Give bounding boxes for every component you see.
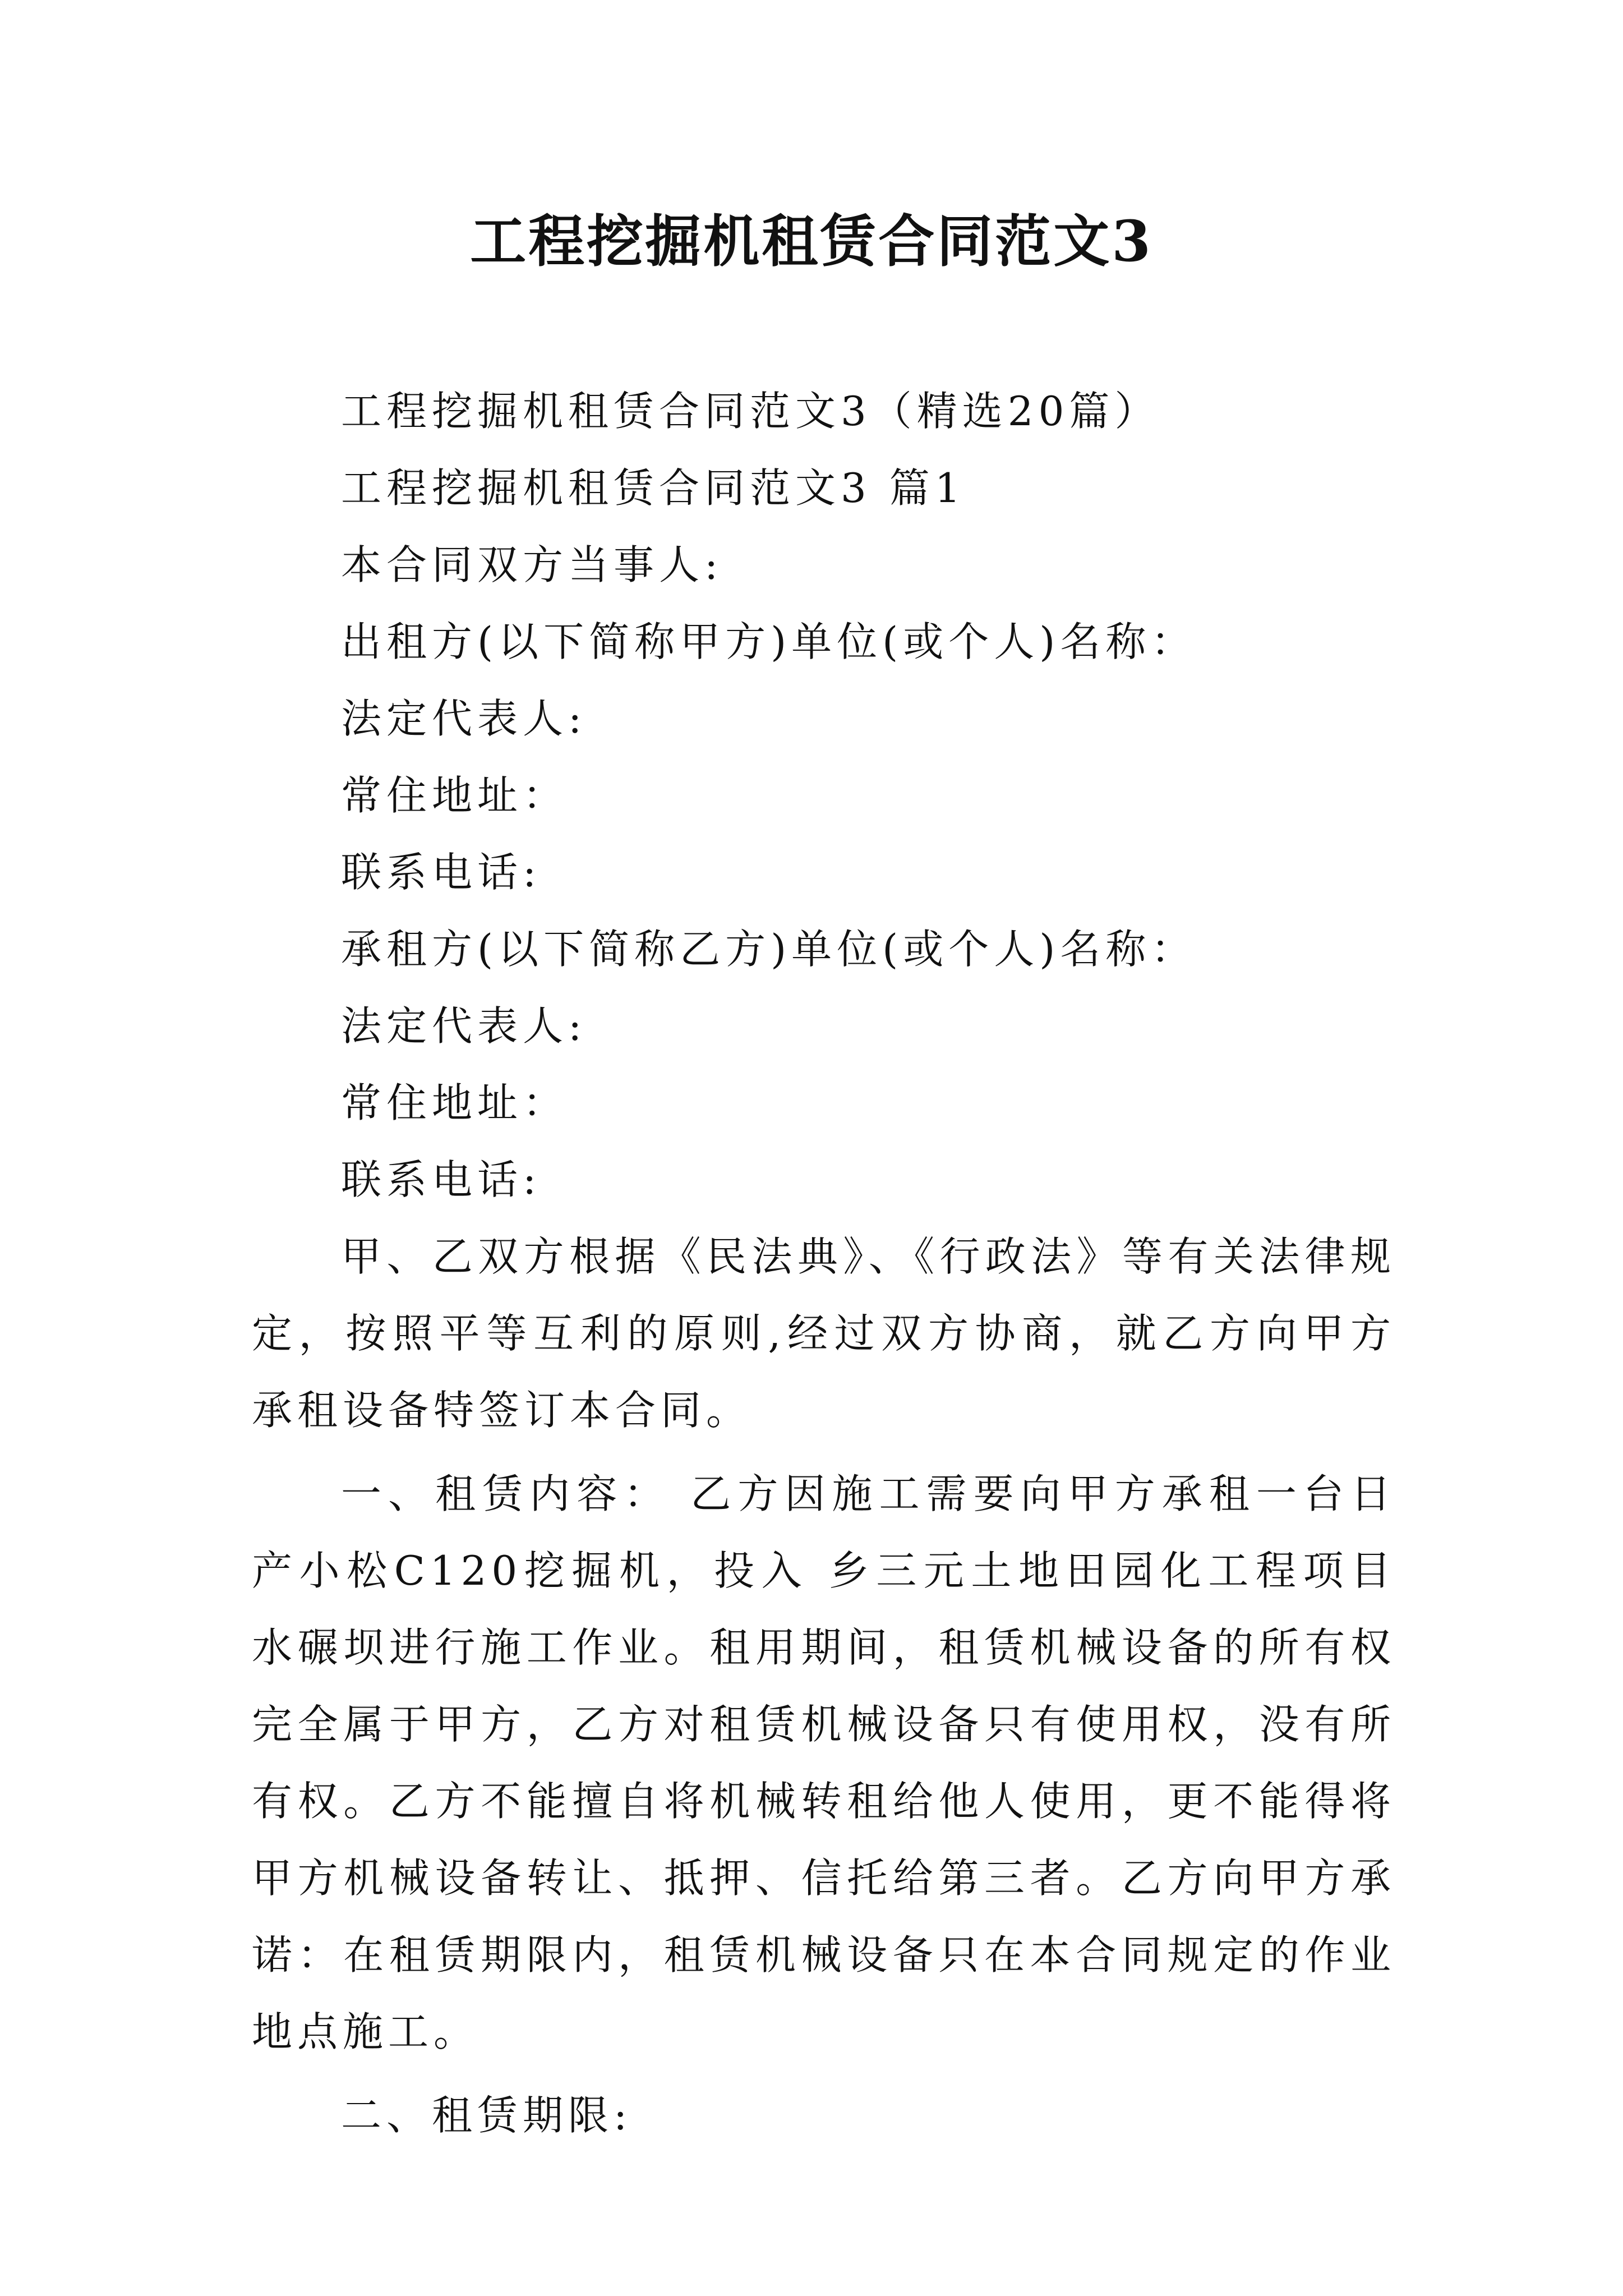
lessee-address-label: 常住地址： xyxy=(341,1079,569,1126)
document-title: 工程挖掘机租赁合同范文3 xyxy=(470,208,1153,274)
document-body xyxy=(252,373,1396,2154)
lessor-address-label: 常住地址： xyxy=(341,772,569,819)
lessee-name-label: 承租方(以下简称乙方)单位(或个人)名称： xyxy=(341,926,1197,973)
lessor-phone-label: 联系电话: xyxy=(341,849,542,896)
clause-2-heading: 二、租赁期限: xyxy=(341,2092,633,2139)
lessee-rep-label: 法定代表人: xyxy=(341,1002,587,1050)
document-subtitle: 工程挖掘机租赁合同范文3（精选20篇） xyxy=(341,388,1160,435)
lessor-rep-label: 法定代表人: xyxy=(341,695,587,742)
section-heading: 工程挖掘机租赁合同范文3 篇1 xyxy=(341,464,966,512)
lessee-phone-label: 联系电话: xyxy=(341,1156,542,1203)
parties-intro: 本合同双方当事人: xyxy=(341,541,723,588)
clause-1-paragraph: 一、租赁内容： 乙方因施工需要向甲方承租一台日产小松C120挖掘机，投入 乡三元土地田园化工程项目水碾坝进行施工作业。租用期间，租赁机械设备的所有权完全属于甲方，乙方对租赁机械设备只有使用权，没有所有权。乙方不能擅自将机械转租给他人使用，更不能得将甲方机械设备转让、抵押、信托给第三者。乙方向甲方承诺：在租赁期限内，租赁机械设备只在本合同规定的作业地点施工。 xyxy=(252,1470,1396,2055)
preamble-paragraph: 甲、乙双方根据《民法典》、《行政法》等有关法律规定，按照平等互利的原则,经过双方协商，就乙方向甲方承租设备特签订本合同。 xyxy=(252,1233,1396,1434)
lessor-name-label: 出租方(以下简称甲方)单位(或个人)名称： xyxy=(341,618,1197,665)
